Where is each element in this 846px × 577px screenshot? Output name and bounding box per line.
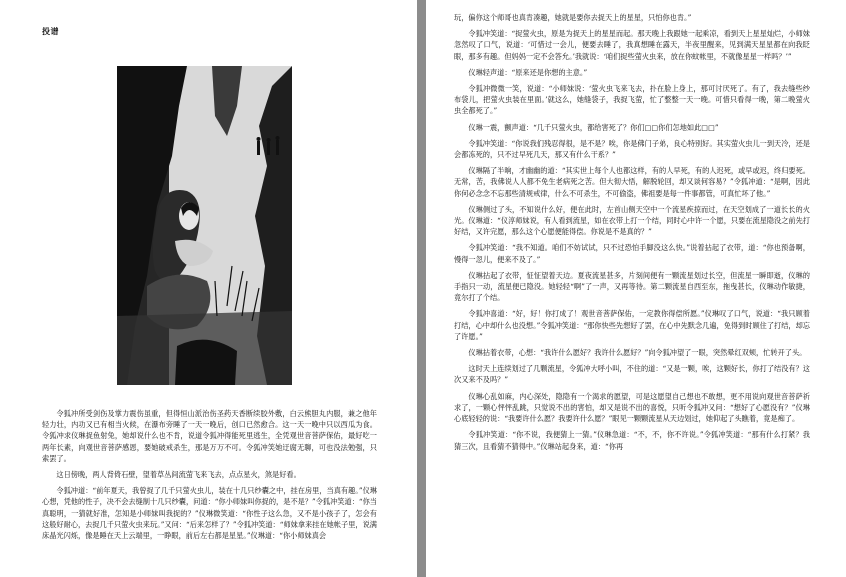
paragraph: 仪琳侧过了头，不知说什么好，便在此时，左首山侧天空中一个流星疾掠而过，在天空划成了一道长长的火光。仪琳道：“仪淳师妹说，有人看到流星，如在衣带上打一个结，同时心中许一个愿，只要在流星隐没之前先打好结，又许完愿，那么这个心愿便能得偿。你说是不是真的？” (454, 204, 810, 237)
paragraph: 令狐冲笑道：“你不说，我便猜上一猜。”仪琳急道：“不，不，你不许说。”令狐冲笑道：“那有什么打紧？我猜三次，且看猜不猜得中。”仪琳站起身来，道：“你再 (454, 430, 810, 451)
paragraph: 这日傍晚，两人背倚石壁，望着草丛间流萤飞来飞去，点点星火，煞是好看。 (56, 470, 301, 480)
ink-illustration (117, 66, 292, 385)
page-gutter (417, 0, 426, 577)
right-page (426, 0, 846, 577)
paragraph: 仪琳隔了半晌，才幽幽的道：“其实世上每个人也都这样，有的人早死，有的人迟死，或早或迟，终归要死。无常，苦，我佛说人人都不免生老病死之苦。但大彻大悟，解脱轮回，却又谈何容易？”令狐冲道：“是啊，因此你何必念念不忘那些清规戒律，什么不可杀生，不可偷盗，佛祖要是每一件事都管，可真忙坏了他。” (454, 166, 810, 198)
paragraph: 令狐冲笑道：“我不知道。咱们不妨试试，只不过恐怕手脚没这么快。”说着拈起了衣带，道：“你也预备啊，慢得一忽儿，便来不及了。” (454, 243, 810, 264)
paragraph: 令狐冲微微一笑，说道：“小师妹说：‘萤火虫飞来飞去，扑在脸上身上，那可讨厌死了。有了，我去缝些纱布袋儿，把萤火虫装在里面。’就这么，她缝袋子，我捉飞萤，忙了整整一天一晚。可惜只看得一晚，第二晚萤火虫全都死了。” (454, 84, 810, 116)
paragraph: 仪琳拈起了衣带，怔怔望着天边。夏夜流星甚多，片刻间便有一颗流星划过长空，但流星一瞬即逝，仪琳的手指只一动，流星便已隐没。她轻轻“啊”了一声，又再等待。第二颗流星自西至东，拖曳甚长，仪琳动作敏捷，竟尔打了个结。 (454, 270, 810, 303)
paragraph: 仪琳轻声道：“原来还是你想的主意。” (468, 67, 588, 77)
paragraph: 玩，偏你这个师哥也真肯凑趣，她就是要你去捉天上的星星，只怕你也肯。” (454, 13, 692, 22)
left-body-text (42, 408, 377, 546)
paragraph: 仪琳拈着衣带，心想：“我许什么愿好？我许什么愿好？”向令狐冲望了一眼，突然晕红双颊，忙转开了头。 (468, 348, 807, 358)
paragraph: 令狐冲道：“前年夏天，我曾捉了几千只萤火虫儿，装在十几只纱囊之中，挂在房里，当真有趣。”仪琳心想，凭他的性子，决不会去缝制十几只纱囊，问道：“你小师妹叫你捉的，是不是？”令狐冲笑道：“你当真聪明，一猜就好准，怎知是小师妹叫我捉的？”仪琳微笑道：“你性子这么急，又不是小孩子了，怎会有这般好耐心，去捉几千只萤火虫来玩。”又问：“后来怎样了？”令狐冲笑道：“师妹拿来挂在她帐子里，说满床晶光闪烁，像是睡在天上云端里，一睁眼，前后左右都是星星。”仪琳道：“你小师妹真会 (42, 486, 377, 541)
paragraph: 仪琳一震，颤声道：“几千只萤火虫，都给害死了？你们□□你们怎地如此□□” (468, 122, 719, 132)
chapter-header: 投谱 (42, 26, 59, 36)
paragraph: 令狐冲所受剑伤及掌力震伤虽重，但得恒山派治伤圣药天香断续胶外敷，白云熊胆丸内服，兼之他年轻力壮，内功又已有相当火候，在瀑布旁睡了一天一晚后，创口已然愈合。这一天一晚中只以西瓜为食。令狐冲求仪琳捉鱼射兔，她却说什么也不肯，说道令狐冲得能死里逃生，全凭观世音菩萨保佑，最好吃一两年长素，向观世音菩萨感恩，要她破戒杀生，那是万万不可。令狐冲笑她迂腐无聊，可也没法勉强，只索罢了。 (42, 409, 377, 463)
left-page (0, 0, 417, 577)
paragraph: 这时天上连续划过了几颗流星，令狐冲大呼小叫，不住的道：“又是一颗，唉，这颗好长，你打了结没有？这次又来不及吗？” (454, 364, 810, 385)
paragraph: 令狐冲笑道：“捉萤火虫，原是为捉天上的星星而起。那天晚上我跟她一起乘凉，看到天上星星灿烂，小师妹忽然叹了口气，说道：‘可惜过一会儿，便要去睡了，我真想睡在露天，半夜里醒来，见到满天星星都在向我眨眼，那多有趣。但妈妈一定不会答允。’我就说：‘咱们捉些萤火虫来，放在你蚊帐里，不就像星星一样吗？’” (454, 29, 810, 61)
paragraph: 令狐冲笑道：“你说我们残忍得很，是不是？唉，你是佛门子弟，良心特别好。其实萤火虫儿一到天冷，还是会都冻死的，只不过早死几天，那又有什么干系？” (454, 138, 810, 160)
paragraph: 仪琳心乱如麻，内心深处，隐隐有一个渴求的愿望，可是这愿望自己想也不敢想，更不用说向观世音菩萨祈求了，一颗心怦怦乱跳，只觉说不出的害怕，却又是说不出的喜悦，只听令狐冲又问：“想好了心愿没有？”仪琳心底轻轻的说：“我要许什么愿？我要许什么愿？”眼见一颗颗流星从天边划过，她仰起了头瞧着，竟是痴了。 (454, 391, 810, 424)
paragraph: 令狐冲喜道：“好，好！你打成了！观世音菩萨保佑，一定教你得偿所愿。”仪琳叹了口气，说道：“我只顾着打结，心中却什么也没想。”令狐冲笑道：“那你快些先想好了罢，在心中先默念几遍，免得到时顾住了打结，却忘了许愿。” (454, 309, 810, 341)
right-body-text (454, 12, 810, 457)
